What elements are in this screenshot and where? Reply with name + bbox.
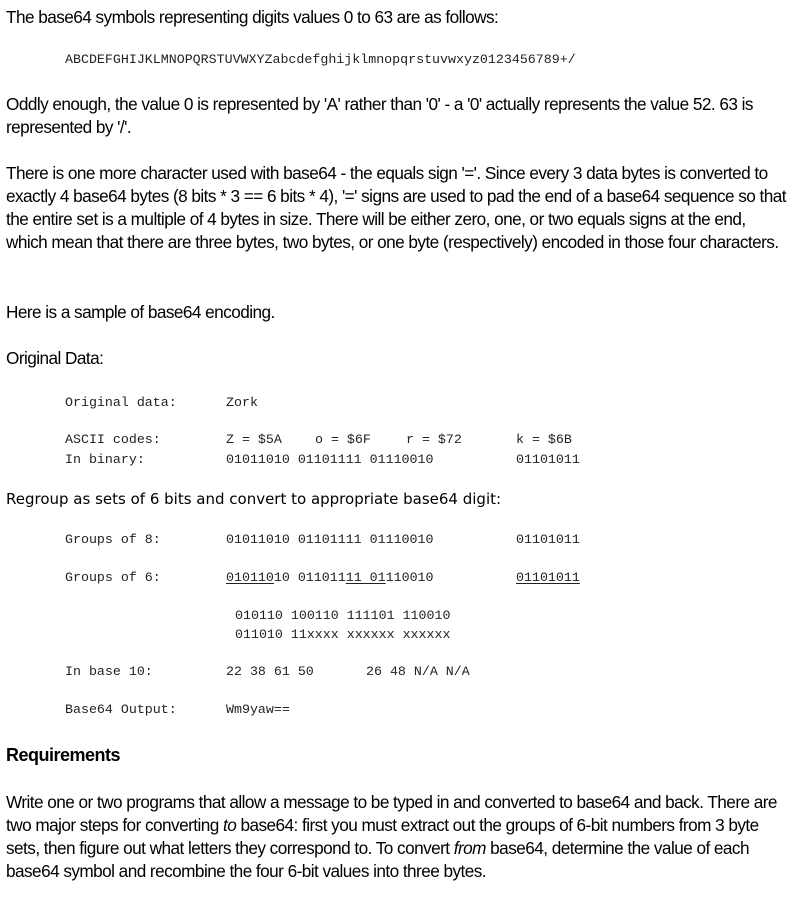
equals-paragraph: There is one more character used with base64 - the equals sign '='. Since every 3 data bytes is converted to exactly 4 base64 bytes (8 bits * 3 == 6 bits * 4), '=' signs are used to pad the end of a base64 sequence so that the entire set is a multiple of 4 bytes in size. There will be either zero, one, or two equals signs at the end, which mean that there are three bytes, two bytes, or one byte (respectively) encoded in those four characters.	[6, 163, 786, 252]
g6-group-a: 010110	[226, 570, 274, 585]
base10-main: 22 38 61 50	[226, 664, 314, 679]
original-data-heading: Original Data:	[6, 348, 104, 368]
regroup-text: Regroup as sets of 6 bits and convert to appropriate base64 digit:	[6, 490, 502, 508]
base64-alphabet: ABCDEFGHIJKLMNOPQRSTUVWXYZabcdefghijklmnopqrstuvwxyz0123456789+/	[65, 52, 576, 67]
output-value: Wm9yaw==	[226, 702, 290, 717]
original-data-label: Original data:	[65, 395, 177, 410]
sixbit-row-2: 011010 11xxxx xxxxxx xxxxxx	[235, 627, 451, 642]
requirements-heading: Requirements	[6, 745, 121, 765]
req-part-3: base64, determine the value of each base64 symbol and recombine the four 6-bit values into three bytes.	[6, 838, 749, 881]
original-data-value: Zork	[226, 395, 258, 410]
groups8-main: 01011010 01101111 01110010	[226, 532, 434, 547]
binary-k: 01101011	[516, 452, 580, 467]
output-label: Base64 Output:	[65, 702, 177, 717]
groups6-k: 01101011	[516, 570, 580, 585]
g6-group-d: 110010	[385, 570, 434, 585]
base10-label: In base 10:	[65, 664, 153, 679]
requirements-paragraph	[6, 791, 791, 883]
ascii-r: r = $72	[406, 432, 462, 447]
req-part-1: Write one or two programs that allow a message to be typed in and converted to base64 and back. There are two major steps for converting	[6, 792, 777, 835]
ascii-z: Z = $5A	[226, 432, 282, 447]
groups8-label: Groups of 8:	[65, 532, 161, 547]
ascii-label: ASCII codes:	[65, 432, 161, 447]
ascii-k: k = $6B	[516, 432, 572, 447]
sample-text: Here is a sample of base64 encoding.	[6, 302, 275, 322]
g6-group-c: 11 01	[345, 570, 386, 585]
binary-main: 01011010 01101111 01110010	[226, 452, 434, 467]
req-part-2: base64: first you must extract out the groups of 6-bit numbers from 3 byte sets, then figure out what letters they correspond to. To convert	[6, 815, 759, 858]
oddly-paragraph: Oddly enough, the value 0 is represented by 'A' rather than '0' - a '0' actually represents the value 52. 63 is represented by '/'.	[6, 94, 753, 137]
g6-group-b: 10 011011	[273, 570, 346, 585]
intro-text: The base64 symbols representing digits values 0 to 63 are as follows:	[6, 7, 499, 27]
groups6-main	[226, 568, 434, 588]
groups8-k: 01101011	[516, 532, 580, 547]
base10-second: 26 48 N/A N/A	[366, 664, 470, 679]
req-to: to	[223, 815, 237, 835]
ascii-o: o = $6F	[315, 432, 371, 447]
groups6-label: Groups of 6:	[65, 570, 161, 585]
binary-label: In binary:	[65, 452, 145, 467]
req-from: from	[453, 838, 486, 858]
sixbit-row-1: 010110 100110 111101 110010	[235, 608, 451, 623]
